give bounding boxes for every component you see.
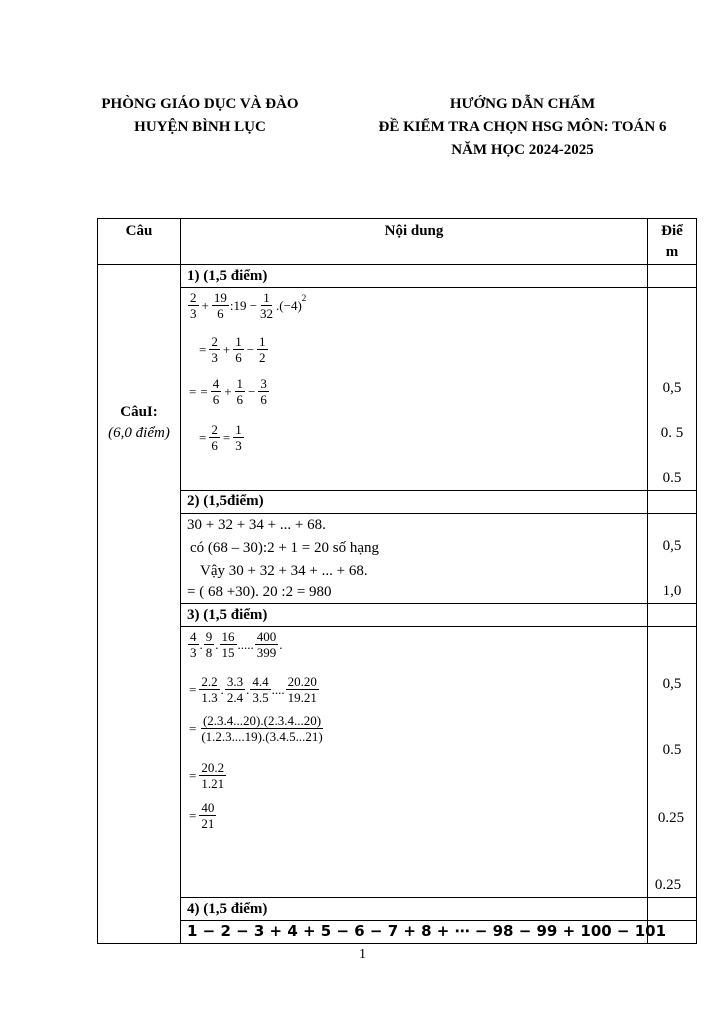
denominator: 15 xyxy=(221,645,235,660)
fraction xyxy=(212,290,229,321)
numerator: 20.20 xyxy=(287,674,317,689)
part1-expression: $\frac{2}{3}$ + $\frac{19}{6}$ :19 − $\frac{1}{32}$ .(−4) $^2$ xyxy=(190,290,307,321)
numerator: (2.3.4...20).(2.3.4...20) xyxy=(202,713,322,728)
numerator: 20.2 xyxy=(201,760,225,775)
numerator: 4.4 xyxy=(252,674,269,689)
fraction xyxy=(188,629,199,660)
numerator: 1 xyxy=(263,290,270,305)
numerator: 2 xyxy=(211,422,218,437)
part2-title: 2) (1,5điểm) xyxy=(187,493,264,509)
question-label: CâuI: xyxy=(120,404,158,420)
numerator: 1 xyxy=(259,334,266,349)
part3-step1: = $\frac{2.2}{1.3}$ . $\frac{3.3}{2.4}$ . $\frac{4.4}{3.5}$ .... $\frac{20.20}{19.21}$ xyxy=(189,674,317,705)
fraction xyxy=(225,674,245,705)
col-header-cau: Câu xyxy=(125,223,153,239)
part3-title: 3) (1,5 điểm) xyxy=(187,607,268,623)
part3-score-3: 0.25 xyxy=(657,810,685,826)
fraction xyxy=(204,629,215,660)
part3-score-1: 0,5 xyxy=(662,676,682,692)
fraction xyxy=(233,422,244,453)
denominator: 3 xyxy=(190,645,197,660)
col-header-noidung: Nội dung xyxy=(384,223,444,239)
denominator: 1.3 xyxy=(201,690,218,705)
fraction xyxy=(199,674,219,705)
fraction xyxy=(199,713,324,744)
part1-title: 1) (1,5 điểm) xyxy=(187,268,268,284)
numerator: 2 xyxy=(190,290,197,305)
part2-line2: có (68 – 30):2 + 1 = 20 số hạng xyxy=(190,540,379,556)
row-divider xyxy=(180,603,697,604)
fraction xyxy=(209,334,220,365)
exam-title: ĐỀ KIỂM TRA CHỌN HSG MÔN: TOÁN 6 xyxy=(378,119,667,135)
row-divider xyxy=(180,513,697,514)
denominator: 3 xyxy=(211,350,218,365)
numerator: 19 xyxy=(213,290,227,305)
part1-score-1: 0,5 xyxy=(662,380,682,396)
col-divider-2 xyxy=(647,218,648,944)
denominator: 8 xyxy=(205,645,213,660)
part2-score-2: 1,0 xyxy=(662,583,682,599)
denominator: 6 xyxy=(212,392,220,407)
denominator: 399 xyxy=(256,645,277,660)
fraction xyxy=(211,376,222,407)
fraction xyxy=(188,290,199,321)
numerator: 4 xyxy=(190,629,197,644)
district-name: HUYỆN BÌNH LỤC xyxy=(134,119,266,135)
fraction xyxy=(258,290,275,321)
part1-step3: = $\frac{2}{6}$ = $\frac{1}{3}$ xyxy=(199,422,242,453)
row-divider xyxy=(180,287,697,288)
numerator: 400 xyxy=(256,629,277,644)
denominator: 6 xyxy=(211,438,218,453)
expr-text: :19 − xyxy=(229,297,258,313)
denominator: 21 xyxy=(201,816,215,831)
part2-score-1: 0,5 xyxy=(662,538,682,554)
table-border-top xyxy=(97,218,697,219)
part4-title: 4) (1,5 điểm) xyxy=(187,901,268,917)
denominator: 6 xyxy=(236,392,244,407)
denominator: 19.21 xyxy=(287,690,317,705)
table-border-bottom xyxy=(97,943,697,944)
header-row-divider xyxy=(97,264,697,265)
part3-score-4: 0.25 xyxy=(654,877,682,893)
col-header-diem-1: Điể xyxy=(661,223,683,239)
part1-score-3: 0.5 xyxy=(662,470,682,486)
numerator: 40 xyxy=(201,800,215,815)
denominator: (1.2.3....19).(3.4.5...21) xyxy=(201,729,323,744)
denominator: 6 xyxy=(217,306,224,321)
question-points: (6,0 điểm) xyxy=(108,425,170,441)
fraction xyxy=(199,800,216,831)
denominator: 6 xyxy=(235,350,242,365)
part3-step4: = $\frac{40}{21}$ xyxy=(189,800,215,831)
part3-expression: $\frac{4}{3}$ . $\frac{9}{8}$ . $\frac{16}{15}$ ..... $\frac{400}{399}$ . xyxy=(190,629,283,660)
part1-step1: = $\frac{2}{3}$ + $\frac{1}{6}$ − $\frac{1}{2}$ xyxy=(199,334,266,365)
fraction xyxy=(255,629,279,660)
row-divider xyxy=(180,626,697,627)
numerator: 2 xyxy=(211,334,218,349)
part1-step2: = = $\frac{4}{6}$ + $\frac{1}{6}$ − $\frac{3}{6}$ xyxy=(189,376,267,407)
fraction xyxy=(258,376,269,407)
numerator: 3 xyxy=(260,376,267,391)
exponent: 2 xyxy=(301,292,307,303)
fraction xyxy=(257,334,268,365)
denominator: 1.21 xyxy=(201,776,225,791)
part3-step2: = $\frac{(2.3.4...20).(2.3.4...20)}{(1.2.3....19).(3.4.5...21)}$ xyxy=(189,713,323,744)
row-divider xyxy=(180,897,697,898)
part3-score-2: 0.5 xyxy=(662,742,682,758)
expr-text: .(−4) xyxy=(276,297,302,313)
part4-expression: 1 − 2 − 3 + 4 + 5 − 6 − 7 + 8 + ⋯ − 98 − 99 + 100 − 101 xyxy=(187,922,667,940)
fraction xyxy=(233,334,244,365)
denominator: 2 xyxy=(259,350,266,365)
part3-step3: = $\frac{20.2}{1.21}$ xyxy=(189,760,225,791)
denominator: 3 xyxy=(235,438,242,453)
denominator: 3 xyxy=(190,306,197,321)
ellipsis: .... xyxy=(271,681,285,697)
ellipsis: ..... xyxy=(237,636,254,652)
fraction xyxy=(220,629,237,660)
doc-title: HƯỚNG DẪN CHẤM xyxy=(449,96,596,112)
part1-score-2: 0. 5 xyxy=(660,425,684,441)
denominator: 6 xyxy=(260,392,267,407)
numerator: 1 xyxy=(236,376,244,391)
header-left xyxy=(70,93,330,139)
numerator: 2.2 xyxy=(201,674,218,689)
row-divider xyxy=(180,920,697,921)
denominator: 3.5 xyxy=(252,690,269,705)
part2-line4: = ( 68 +30). 20 :2 = 980 xyxy=(187,584,332,600)
fraction xyxy=(199,760,226,791)
col-header-diem-2: m xyxy=(665,244,679,260)
fraction xyxy=(209,422,220,453)
numerator: 3.3 xyxy=(226,674,244,689)
table-border-right xyxy=(696,218,697,944)
denominator: 32 xyxy=(260,306,274,321)
numerator: 4 xyxy=(212,376,220,391)
numerator: 1 xyxy=(235,334,242,349)
school-year: NĂM HỌC 2024-2025 xyxy=(451,142,594,158)
fraction xyxy=(250,674,270,705)
numerator: 16 xyxy=(221,629,235,644)
numerator: 9 xyxy=(205,629,213,644)
numerator: 1 xyxy=(235,422,242,437)
fraction xyxy=(286,674,319,705)
part2-line3: Vậy 30 + 32 + 34 + ... + 68. xyxy=(200,563,368,579)
header-right xyxy=(345,93,700,162)
denominator: 2.4 xyxy=(226,690,244,705)
page-number: 1 xyxy=(359,947,366,962)
department-name: PHÒNG GIÁO DỤC VÀ ĐÀO xyxy=(101,96,299,112)
table-border-left xyxy=(97,218,98,944)
fraction xyxy=(235,376,246,407)
part2-line1: 30 + 32 + 34 + ... + 68. xyxy=(187,517,326,533)
col-divider-1 xyxy=(180,218,181,944)
